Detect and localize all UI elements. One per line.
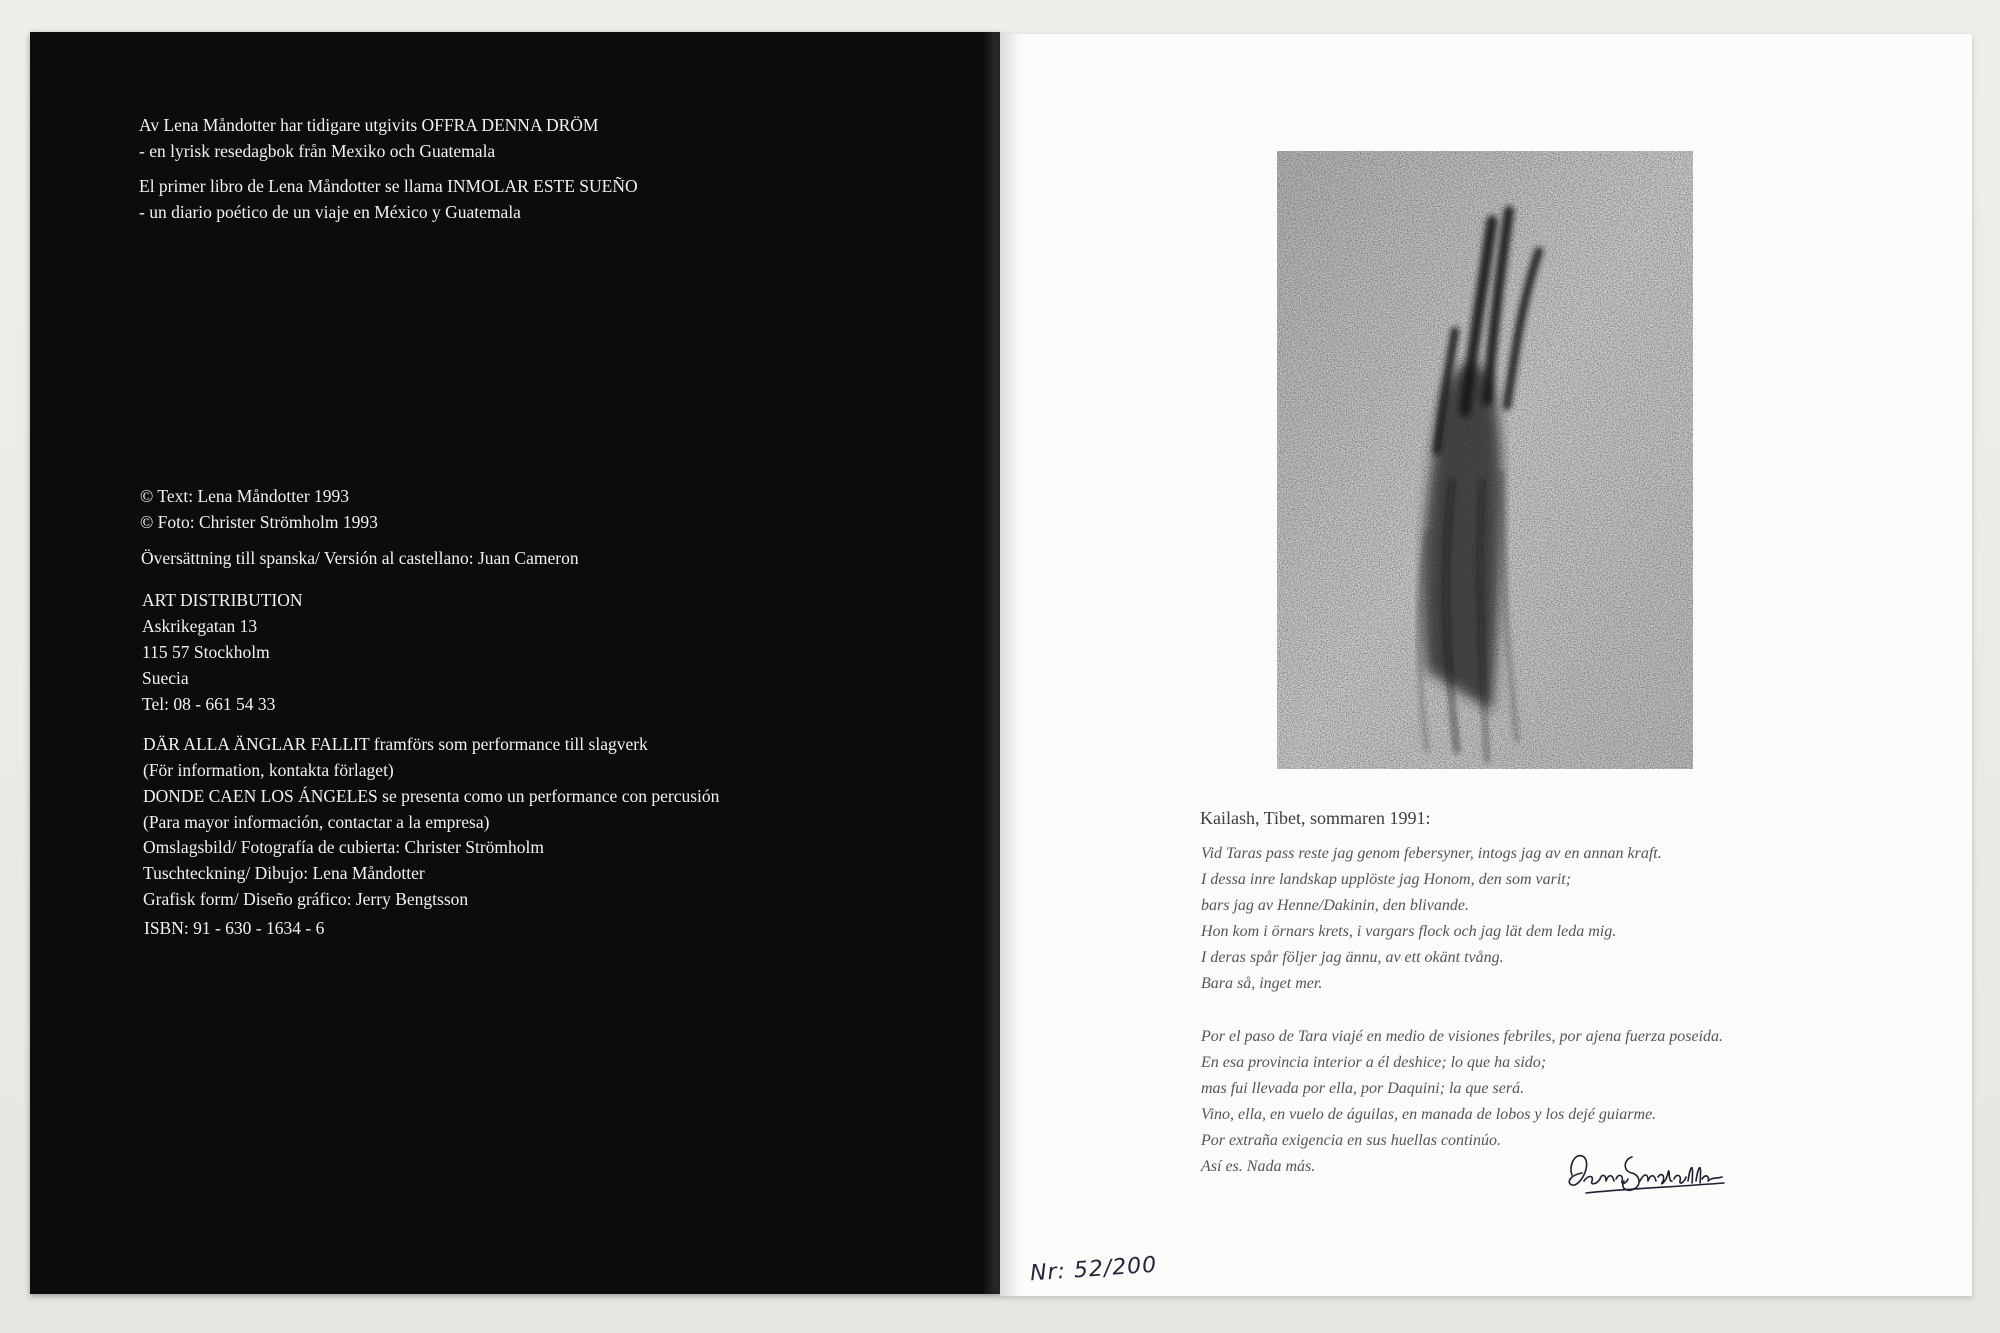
previous-works-block [139, 112, 599, 164]
publisher-block [142, 587, 303, 717]
previous-works-es-block [139, 173, 638, 225]
previous-works-es-line: El primer libro de Lena Måndotter se llama INMOLAR ESTE SUEÑO [139, 176, 638, 196]
previous-works-line: Av Lena Måndotter har tidigare utgivits OFFRA DENNA DRÖM [139, 115, 599, 135]
publisher-line: ART DISTRIBUTION [142, 590, 303, 610]
previous-works-es-line: - un diario poético de un viaje en México y Guatemala [139, 202, 521, 222]
credits-line: Grafisk form/ Diseño gráfico: Jerry Bengtsson [143, 889, 469, 909]
edition-number: Nr: 52/200 [1029, 1252, 1159, 1287]
previous-works-line: - en lyrisk resedagbok från Mexiko och Guatemala [139, 141, 496, 161]
poem-line: Por el paso de Tara viajé en medio de visiones febriles, por ajena fuerza poseida. [1201, 1028, 1724, 1045]
right-page [1000, 34, 1972, 1296]
poem-line: Hon kom i örnars krets, i vargars flock och jag lät dem leda mig. [1201, 923, 1617, 940]
poem-line: Bara så, inget mer. [1201, 975, 1323, 992]
credits-line: Omslagsbild/ Fotografía de cubierta: Christer Strömholm [143, 837, 544, 857]
poem-line: I deras spår följer jag ännu, av ett okänt tvång. [1201, 949, 1504, 966]
poem-line: Por extraña exigencia en sus huellas continúo. [1201, 1132, 1501, 1149]
credits-block [143, 834, 544, 912]
photo-caption: Kailash, Tibet, sommaren 1991: [1200, 808, 1431, 828]
isbn: ISBN: 91 - 630 - 1634 - 6 [144, 918, 325, 938]
poem-line: En esa provincia interior a él deshice; lo que ha sido; [1201, 1054, 1547, 1071]
performance-line: (För information, kontakta förlaget) [143, 760, 394, 780]
translation-credit: Översättning till spanska/ Versión al castellano: Juan Cameron [141, 548, 579, 568]
poem-line: bars jag av Henne/Dakinin, den blivande. [1201, 897, 1469, 914]
poem-line: Vid Taras pass reste jag genom febersyner, intogs jag av en annan kraft. [1201, 845, 1662, 862]
poem-swedish [1201, 841, 1662, 997]
poem-line: mas fui llevada por ella, por Daquini; la que será. [1201, 1080, 1525, 1097]
copyright-line: © Foto: Christer Strömholm 1993 [140, 512, 378, 532]
poem-line: Vino, ella, en vuelo de águilas, en manada de lobos y los dejé guiarme. [1201, 1106, 1657, 1123]
publisher-line: Tel: 08 - 661 54 33 [142, 694, 276, 714]
performance-block [143, 731, 719, 835]
performance-line: (Para mayor información, contactar a la empresa) [143, 812, 490, 832]
left-page [30, 32, 1000, 1294]
performance-line: DONDE CAEN LOS ÁNGELES se presenta como un performance con percusión [143, 786, 720, 806]
poem-line: I dessa inre landskap upplöste jag Honom, den som varit; [1201, 871, 1572, 888]
performance-line: DÄR ALLA ÄNGLAR FALLIT framförs som performance till slagverk [143, 734, 648, 754]
publisher-line: 115 57 Stockholm [142, 642, 270, 662]
cover-photo [1277, 151, 1693, 769]
publisher-line: Askrikegatan 13 [142, 616, 258, 636]
credits-line: Tuschteckning/ Dibujo: Lena Måndotter [143, 863, 425, 883]
handprint-photo-image [1277, 151, 1693, 769]
author-signature [1562, 1137, 1732, 1207]
copyright-line: © Text: Lena Måndotter 1993 [140, 486, 350, 506]
copyright-block [140, 483, 378, 535]
poem-line: Así es. Nada más. [1201, 1158, 1316, 1175]
publisher-line: Suecia [142, 668, 189, 688]
